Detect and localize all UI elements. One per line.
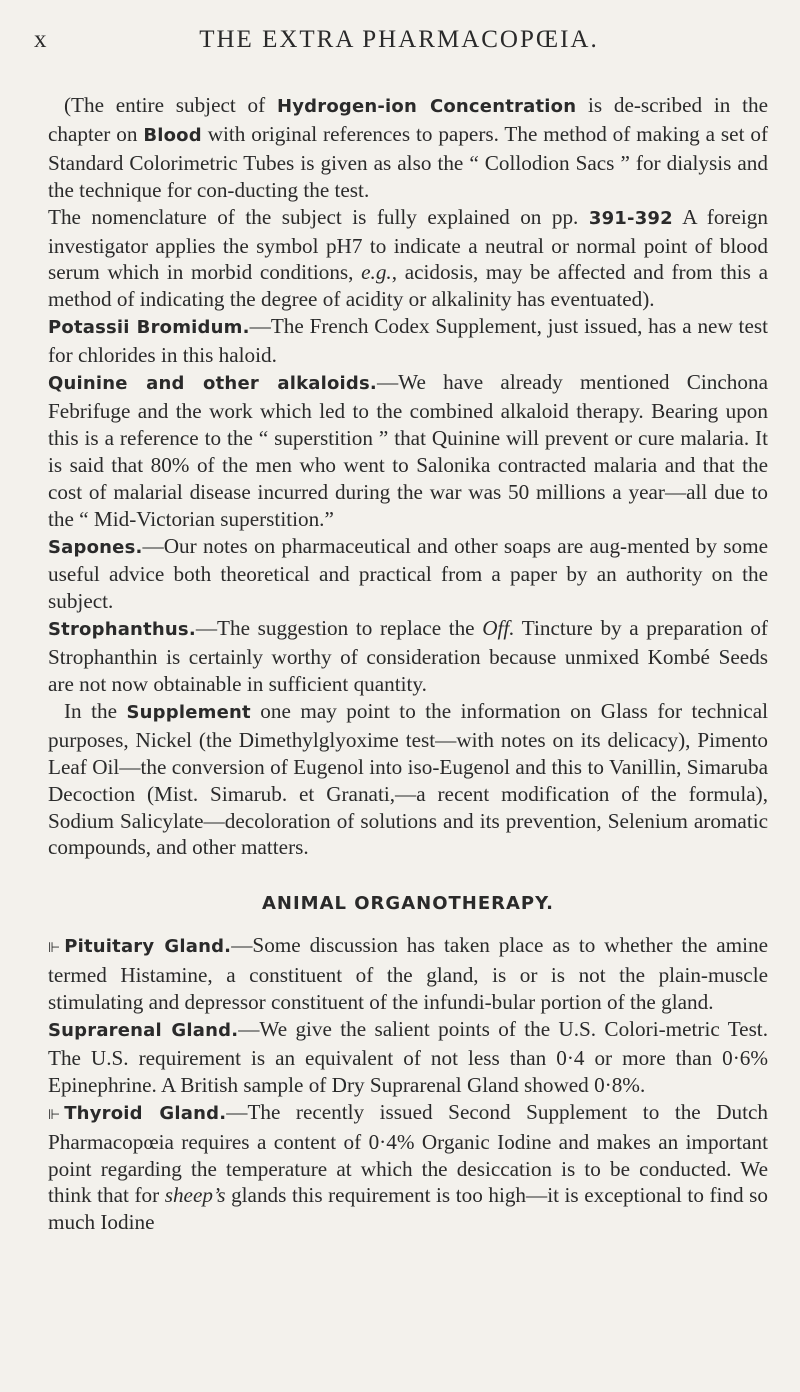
bold-term: Hydrogen-ion Concentration (276, 96, 577, 117)
italic-term: sheep’s (164, 1183, 226, 1208)
text: with original references to papers. The method of making a set of Standard Colorimetric Tubes is given as also the “ Collodion Sacs ” for dialysis and the technique for con-ducting the test. (48, 121, 769, 202)
paragraph-sapones (48, 533, 768, 616)
paragraph-suprarenal (48, 1016, 768, 1099)
running-title: THE EXTRA PHARMACOPŒIA. (199, 26, 599, 53)
text: —The recently issued Second Supplement to the Dutch Pharmacopœia requires a content of 0·4% Organic Iodine and makes an important point regarding the temperature at which the desiccation is to be conducted. We think that for (48, 1099, 769, 1208)
body-text (48, 92, 768, 1236)
text: , acidosis, may be affected and from this a method of indicating the degree of acidity or alkalinity has eventuated). (48, 260, 768, 312)
paragraph-supplement (48, 698, 768, 861)
page-number: x (34, 26, 48, 53)
text: In the (64, 698, 127, 723)
entry-heading: Thyroid Gland. (64, 1102, 227, 1124)
entry-heading: Potassii Bromidum. (48, 317, 250, 339)
paragraph-thyroid (48, 1099, 768, 1237)
text: —We have already mentioned Cinchona Febrifuge and the work which led to the combined alkaloid therapy. Bearing upon this is a reference to the “ superstition ” that Quinine will prevent or cure malaria. It is said that 80% of the men who went to Salonika contracted malaria and that the cost of malarial disease incurred during the war was 50 millions a year—all due to the “ Mid-Victorian superstition.” (48, 370, 768, 531)
italic-term: Off. (482, 616, 515, 641)
paragraph-quinine (48, 369, 768, 532)
text: A foreign investigator applies the symbol pH7 to indicate a neutral or normal point of blood serum which in morbid conditions, (48, 204, 768, 285)
text: is de-scribed in the chapter on (48, 93, 769, 146)
section-title: ANIMAL ORGANOTHERAPY. (261, 893, 555, 915)
paragraph-hydrogen-ion (48, 92, 768, 204)
entry-heading: Pituitary Gland. (64, 936, 232, 958)
bold-term: Supplement (126, 701, 251, 723)
paragraph-strophanthus (48, 615, 768, 698)
text: Tincture by a preparation of Strophanthin is certainly worthy of consideration because unmixed Kombé Seeds are not now obtainable in sufficient quantity. (48, 616, 768, 697)
text: (The entire subject of (64, 93, 277, 117)
text: The nomenclature of the subject is fully explained on pp. (48, 204, 589, 229)
entry-heading: Strophanthus. (48, 619, 196, 641)
text: —Some discussion has taken place as to whether the amine termed Histamine, a constituent of the gland, is or is not the plain-muscle stimulating and depressor constituent of the infundi-bular portion of the gland. (48, 933, 768, 1015)
bold-page-ref: 391-392 (588, 207, 673, 229)
official-mark-icon: ⊩ (48, 1106, 61, 1123)
running-head (34, 26, 764, 60)
text: glands this requirement is too high—it is exceptional to find so much Iodine (48, 1183, 768, 1235)
text: —Our notes on pharmaceutical and other soaps are aug-mented by some useful advice both theoretical and practical from a paper by an authority on the subject. (48, 533, 768, 614)
italic-term: e.g. (361, 260, 392, 285)
text: one may point to the information on Glass for technical purposes, Nickel (the Dimethylglyoxime test—with notes on its delicacy), Pimento Leaf Oil—the conversion of Eugenol into iso-Eugenol and this to Vanillin, Simaruba Decoction (Mist. Simarub. et Granati,—a recent modification of the formula), Sodium Salicylate—decoloration of solutions and its prevention, Selenium aromatic compounds, and other matters. (48, 698, 768, 860)
entry-heading: Sapones. (48, 536, 143, 558)
paragraph-pituitary (48, 932, 768, 1016)
text: —We give the salient points of the U.S. Colori-metric Test. The U.S. requirement is an equivalent of not less than 0·4 or more than 0·6% Epinephrine. A British sample of Dry Suprarenal Gland showed 0·8%. (48, 1017, 768, 1097)
entry-heading: Suprarenal Gland. (48, 1020, 239, 1041)
paragraph-potassii-bromidum (48, 313, 768, 369)
text: —The suggestion to replace the (195, 616, 483, 641)
text: —The French Codex Supplement, just issued, has a new test for chlorides in this haloid. (48, 314, 768, 368)
paragraph-nomenclature (48, 204, 768, 314)
entry-heading: Quinine and other alkaloids. (48, 373, 377, 395)
bold-term: Blood (143, 124, 202, 146)
official-mark-icon: ⊩ (48, 940, 61, 957)
